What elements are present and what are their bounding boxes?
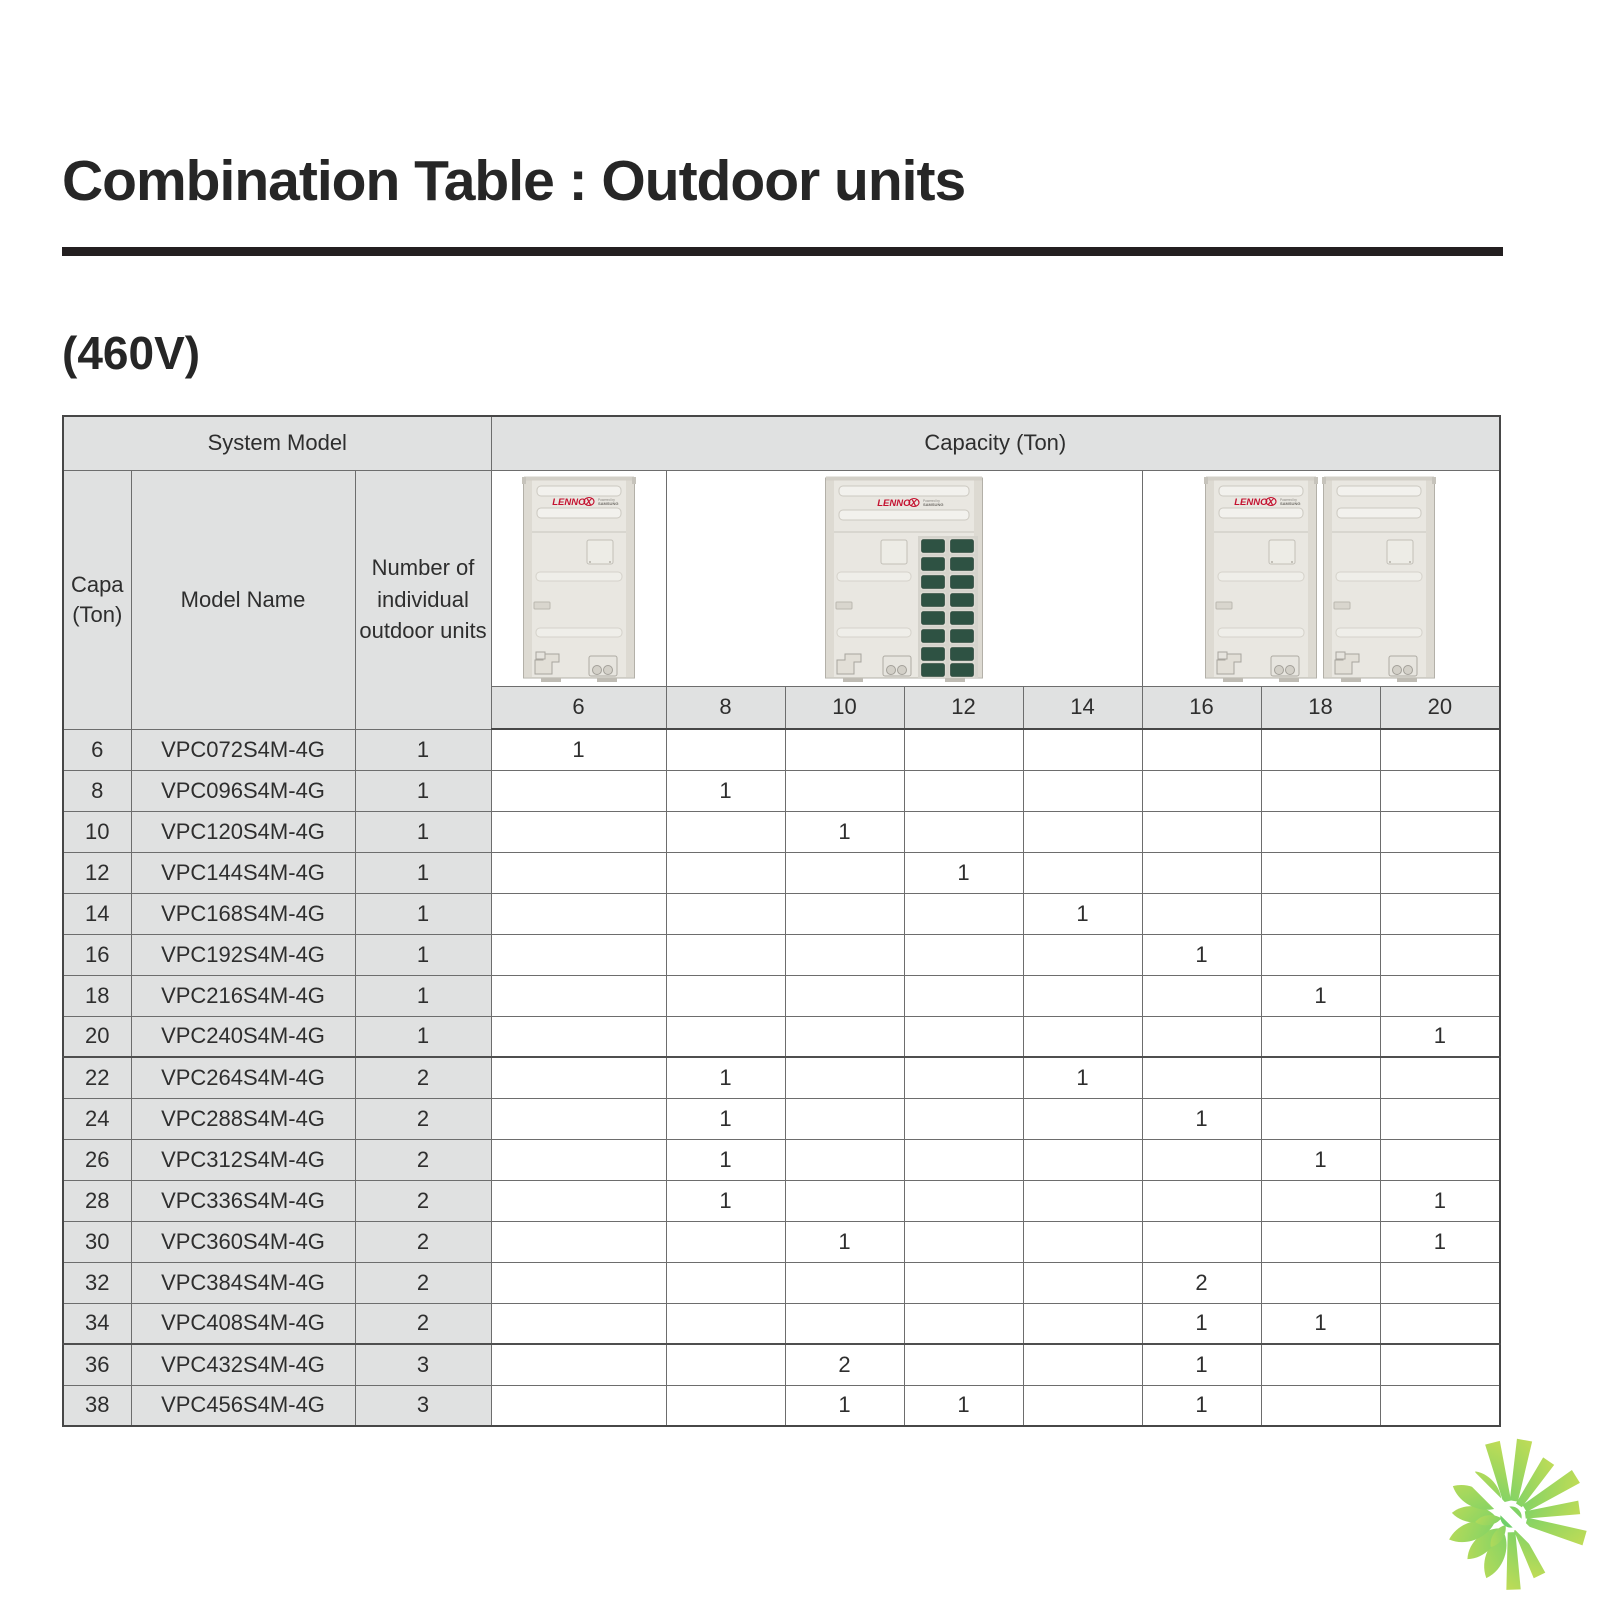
capacity-cell-12: [904, 1221, 1023, 1262]
capacity-cell-16: 1: [1142, 1303, 1261, 1344]
units-cell: 1: [355, 770, 491, 811]
capacity-col-14: 14: [1023, 686, 1142, 729]
table-row: [63, 975, 1500, 1016]
model-cell: VPC096S4M-4G: [131, 770, 355, 811]
capacity-cell-18: 1: [1261, 1303, 1380, 1344]
capacity-cell-20: [1380, 1344, 1500, 1385]
capacity-cell-8: [666, 934, 785, 975]
capacity-cell-16: 1: [1142, 1385, 1261, 1426]
capacity-cell-8: [666, 852, 785, 893]
model-cell: VPC240S4M-4G: [131, 1016, 355, 1057]
capa-cell: 6: [63, 729, 131, 770]
capa-cell: 20: [63, 1016, 131, 1057]
capa-cell: 24: [63, 1098, 131, 1139]
capacity-cell-18: [1261, 1180, 1380, 1221]
capacity-cell-8: [666, 1262, 785, 1303]
capacity-cell-8: 1: [666, 770, 785, 811]
capacity-cell-20: [1380, 770, 1500, 811]
capacity-cell-18: [1261, 1221, 1380, 1262]
capacity-cell-6: [491, 1098, 666, 1139]
model-cell: VPC120S4M-4G: [131, 811, 355, 852]
capa-cell: 30: [63, 1221, 131, 1262]
capacity-cell-6: [491, 1385, 666, 1426]
capacity-cell-18: [1261, 1098, 1380, 1139]
capacity-cell-10: [785, 852, 904, 893]
capacity-cell-20: [1380, 1139, 1500, 1180]
capacity-cell-20: [1380, 893, 1500, 934]
capacity-cell-6: [491, 934, 666, 975]
capacity-cell-12: [904, 1057, 1023, 1098]
capacity-cell-18: [1261, 934, 1380, 975]
outdoor-unit-single-image: [520, 474, 638, 682]
capacity-cell-10: [785, 770, 904, 811]
model-cell: VPC168S4M-4G: [131, 893, 355, 934]
system-model-header: System Model: [63, 416, 491, 470]
capacity-cell-6: [491, 1221, 666, 1262]
capacity-cell-14: [1023, 975, 1142, 1016]
capacity-cell-6: [491, 1344, 666, 1385]
capacity-cell-10: 1: [785, 1221, 904, 1262]
model-cell: VPC384S4M-4G: [131, 1262, 355, 1303]
model-cell: VPC312S4M-4G: [131, 1139, 355, 1180]
model-cell: VPC288S4M-4G: [131, 1098, 355, 1139]
capacity-cell-18: [1261, 852, 1380, 893]
capacity-cell-16: 1: [1142, 934, 1261, 975]
capacity-cell-6: [491, 811, 666, 852]
units-cell: 1: [355, 811, 491, 852]
capacity-cell-16: [1142, 1057, 1261, 1098]
model-cell: VPC432S4M-4G: [131, 1344, 355, 1385]
capacity-cell-10: [785, 1139, 904, 1180]
capacity-cell-16: 1: [1142, 1098, 1261, 1139]
units-cell: 2: [355, 1221, 491, 1262]
units-cell: 3: [355, 1344, 491, 1385]
capacity-cell-10: [785, 975, 904, 1016]
table-row: [63, 1221, 1500, 1262]
model-name-header: Model Name: [131, 470, 355, 729]
table-row: [63, 811, 1500, 852]
capacity-cell-20: [1380, 1057, 1500, 1098]
capacity-cell-6: [491, 770, 666, 811]
capacity-cell-18: [1261, 1385, 1380, 1426]
units-cell: 2: [355, 1262, 491, 1303]
table-row: [63, 729, 1500, 770]
capacity-cell-10: [785, 934, 904, 975]
capacity-cell-14: [1023, 1303, 1142, 1344]
units-cell: 2: [355, 1180, 491, 1221]
capacity-cell-12: [904, 770, 1023, 811]
capacity-cell-6: [491, 1303, 666, 1344]
capacity-cell-8: [666, 1303, 785, 1344]
capa-cell: 10: [63, 811, 131, 852]
capacity-cell-16: [1142, 811, 1261, 852]
capacity-cell-14: [1023, 1139, 1142, 1180]
capacity-cell-14: 1: [1023, 893, 1142, 934]
capacity-cell-10: 1: [785, 1385, 904, 1426]
capacity-cell-8: 1: [666, 1139, 785, 1180]
capacity-cell-16: [1142, 770, 1261, 811]
capacity-cell-16: [1142, 729, 1261, 770]
capacity-cell-12: [904, 1344, 1023, 1385]
model-cell: VPC336S4M-4G: [131, 1180, 355, 1221]
table-row: [63, 1180, 1500, 1221]
capacity-col-8: 8: [666, 686, 785, 729]
capacity-cell-18: [1261, 729, 1380, 770]
capacity-cell-20: [1380, 852, 1500, 893]
combination-table-body: [63, 729, 1500, 1426]
table-row: [63, 1098, 1500, 1139]
capa-cell: 26: [63, 1139, 131, 1180]
capacity-cell-18: [1261, 1057, 1380, 1098]
title-underline: [62, 247, 1503, 256]
model-cell: VPC072S4M-4G: [131, 729, 355, 770]
capacity-cell-16: [1142, 975, 1261, 1016]
capacity-cell-14: [1023, 729, 1142, 770]
capacity-cell-18: [1261, 770, 1380, 811]
capacity-cell-6: [491, 975, 666, 1016]
capacity-cell-12: 1: [904, 1385, 1023, 1426]
table-row: [63, 934, 1500, 975]
capacity-cell-20: 1: [1380, 1180, 1500, 1221]
capacity-cell-16: [1142, 1139, 1261, 1180]
model-cell: VPC144S4M-4G: [131, 852, 355, 893]
capacity-cell-8: [666, 729, 785, 770]
capa-cell: 22: [63, 1057, 131, 1098]
table-row: [63, 1016, 1500, 1057]
capacity-cell-10: [785, 1303, 904, 1344]
capacity-cell-8: 1: [666, 1180, 785, 1221]
capa-cell: 14: [63, 893, 131, 934]
capacity-cell-10: [785, 729, 904, 770]
capacity-cell-10: 2: [785, 1344, 904, 1385]
capa-ton-header: Capa (Ton): [63, 470, 131, 729]
capacity-cell-12: [904, 975, 1023, 1016]
capacity-cell-10: [785, 893, 904, 934]
capacity-cell-12: [904, 1262, 1023, 1303]
capacity-cell-18: [1261, 811, 1380, 852]
outdoor-unit-dual-image-cell: [1142, 470, 1500, 686]
outdoor-unit-single-image-cell: [491, 470, 666, 686]
capacity-cell-10: 1: [785, 811, 904, 852]
capacity-cell-14: 1: [1023, 1057, 1142, 1098]
capacity-cell-16: [1142, 852, 1261, 893]
capacity-cell-6: [491, 1057, 666, 1098]
capacity-cell-16: [1142, 893, 1261, 934]
capacity-cell-12: [904, 1139, 1023, 1180]
capacity-cell-20: [1380, 1303, 1500, 1344]
capacity-cell-12: [904, 1016, 1023, 1057]
model-cell: VPC264S4M-4G: [131, 1057, 355, 1098]
capacity-cell-14: [1023, 934, 1142, 975]
capacity-cell-8: [666, 811, 785, 852]
model-cell: VPC192S4M-4G: [131, 934, 355, 975]
capacity-cell-10: [785, 1057, 904, 1098]
capa-cell: 18: [63, 975, 131, 1016]
capa-cell: 34: [63, 1303, 131, 1344]
table-row: [63, 1344, 1500, 1385]
capa-cell: 38: [63, 1385, 131, 1426]
units-cell: 2: [355, 1098, 491, 1139]
units-cell: 3: [355, 1385, 491, 1426]
capacity-cell-6: [491, 1262, 666, 1303]
units-cell: 1: [355, 975, 491, 1016]
units-cell: 2: [355, 1057, 491, 1098]
capacity-cell-6: 1: [491, 729, 666, 770]
capacity-cell-12: [904, 893, 1023, 934]
capacity-cell-6: [491, 893, 666, 934]
capacity-cell-20: 1: [1380, 1016, 1500, 1057]
capa-cell: 12: [63, 852, 131, 893]
units-header: Number of individual outdoor units: [355, 470, 491, 729]
capacity-col-6: 6: [491, 686, 666, 729]
capacity-cell-20: [1380, 729, 1500, 770]
model-cell: VPC456S4M-4G: [131, 1385, 355, 1426]
outdoor-unit-dual-image: [1203, 474, 1439, 682]
capacity-cell-14: [1023, 1221, 1142, 1262]
table-row: [63, 1139, 1500, 1180]
capacity-cell-10: [785, 1262, 904, 1303]
table-row: [63, 1262, 1500, 1303]
table-row: [63, 770, 1500, 811]
units-cell: 2: [355, 1139, 491, 1180]
capa-cell: 32: [63, 1262, 131, 1303]
capacity-cell-14: [1023, 1344, 1142, 1385]
table-row: [63, 893, 1500, 934]
page-title: Combination Table : Outdoor units: [62, 149, 966, 213]
capacity-cell-8: 1: [666, 1057, 785, 1098]
capacity-cell-8: [666, 1221, 785, 1262]
capacity-cell-20: [1380, 975, 1500, 1016]
capacity-cell-20: [1380, 1262, 1500, 1303]
capacity-cell-14: [1023, 1180, 1142, 1221]
capacity-cell-6: [491, 1180, 666, 1221]
capacity-cell-10: [785, 1180, 904, 1221]
capa-cell: 8: [63, 770, 131, 811]
capacity-cell-12: [904, 1303, 1023, 1344]
capacity-cell-16: [1142, 1221, 1261, 1262]
capacity-col-12: 12: [904, 686, 1023, 729]
capacity-cell-12: [904, 811, 1023, 852]
table-row: [63, 852, 1500, 893]
capacity-cell-18: 1: [1261, 1139, 1380, 1180]
units-cell: 1: [355, 934, 491, 975]
capacity-cell-16: 2: [1142, 1262, 1261, 1303]
capacity-cell-20: [1380, 1098, 1500, 1139]
capacity-cell-8: 1: [666, 1098, 785, 1139]
capacity-cell-20: [1380, 1385, 1500, 1426]
capacity-cell-18: [1261, 1016, 1380, 1057]
capacity-col-18: 18: [1261, 686, 1380, 729]
snowflake-logo-icon: [1422, 1428, 1600, 1606]
units-cell: 1: [355, 729, 491, 770]
capacity-header: Capacity (Ton): [491, 416, 1500, 470]
capacity-cell-6: [491, 1016, 666, 1057]
capa-cell: 36: [63, 1344, 131, 1385]
capacity-cell-8: [666, 1344, 785, 1385]
capacity-cell-8: [666, 1385, 785, 1426]
capacity-cell-14: [1023, 1016, 1142, 1057]
table-row: [63, 1303, 1500, 1344]
model-cell: VPC408S4M-4G: [131, 1303, 355, 1344]
capacity-cell-18: [1261, 893, 1380, 934]
capacity-cell-20: [1380, 811, 1500, 852]
capacity-cell-12: 1: [904, 852, 1023, 893]
capacity-col-20: 20: [1380, 686, 1500, 729]
capacity-cell-8: [666, 1016, 785, 1057]
outdoor-unit-module-image-cell: [666, 470, 1142, 686]
capacity-cell-6: [491, 1139, 666, 1180]
capacity-cell-6: [491, 852, 666, 893]
capa-cell: 28: [63, 1180, 131, 1221]
units-cell: 2: [355, 1303, 491, 1344]
capacity-cell-14: [1023, 770, 1142, 811]
units-cell: 1: [355, 893, 491, 934]
capacity-col-10: 10: [785, 686, 904, 729]
units-cell: 1: [355, 1016, 491, 1057]
capacity-cell-18: [1261, 1262, 1380, 1303]
capacity-cell-14: [1023, 852, 1142, 893]
capacity-cell-14: [1023, 1385, 1142, 1426]
capacity-cell-18: 1: [1261, 975, 1380, 1016]
model-cell: VPC360S4M-4G: [131, 1221, 355, 1262]
capacity-cell-10: [785, 1098, 904, 1139]
capacity-cell-12: [904, 934, 1023, 975]
capacity-cell-12: [904, 1098, 1023, 1139]
combination-table: [62, 415, 1501, 1427]
capacity-cell-20: 1: [1380, 1221, 1500, 1262]
capacity-cell-8: [666, 893, 785, 934]
capacity-cell-14: [1023, 811, 1142, 852]
voltage-label: (460V): [62, 327, 201, 379]
units-cell: 1: [355, 852, 491, 893]
capacity-cell-20: [1380, 934, 1500, 975]
table-row: [63, 1057, 1500, 1098]
capacity-cell-16: [1142, 1180, 1261, 1221]
table-row: [63, 1385, 1500, 1426]
model-cell: VPC216S4M-4G: [131, 975, 355, 1016]
capacity-cell-12: [904, 1180, 1023, 1221]
capacity-cell-10: [785, 1016, 904, 1057]
capacity-cell-16: 1: [1142, 1344, 1261, 1385]
capacity-cell-12: [904, 729, 1023, 770]
outdoor-unit-module-image: [825, 474, 983, 682]
capacity-cell-8: [666, 975, 785, 1016]
capa-cell: 16: [63, 934, 131, 975]
capacity-cell-18: [1261, 1344, 1380, 1385]
capacity-cell-16: [1142, 1016, 1261, 1057]
capacity-cell-14: [1023, 1098, 1142, 1139]
capacity-cell-14: [1023, 1262, 1142, 1303]
capacity-col-16: 16: [1142, 686, 1261, 729]
